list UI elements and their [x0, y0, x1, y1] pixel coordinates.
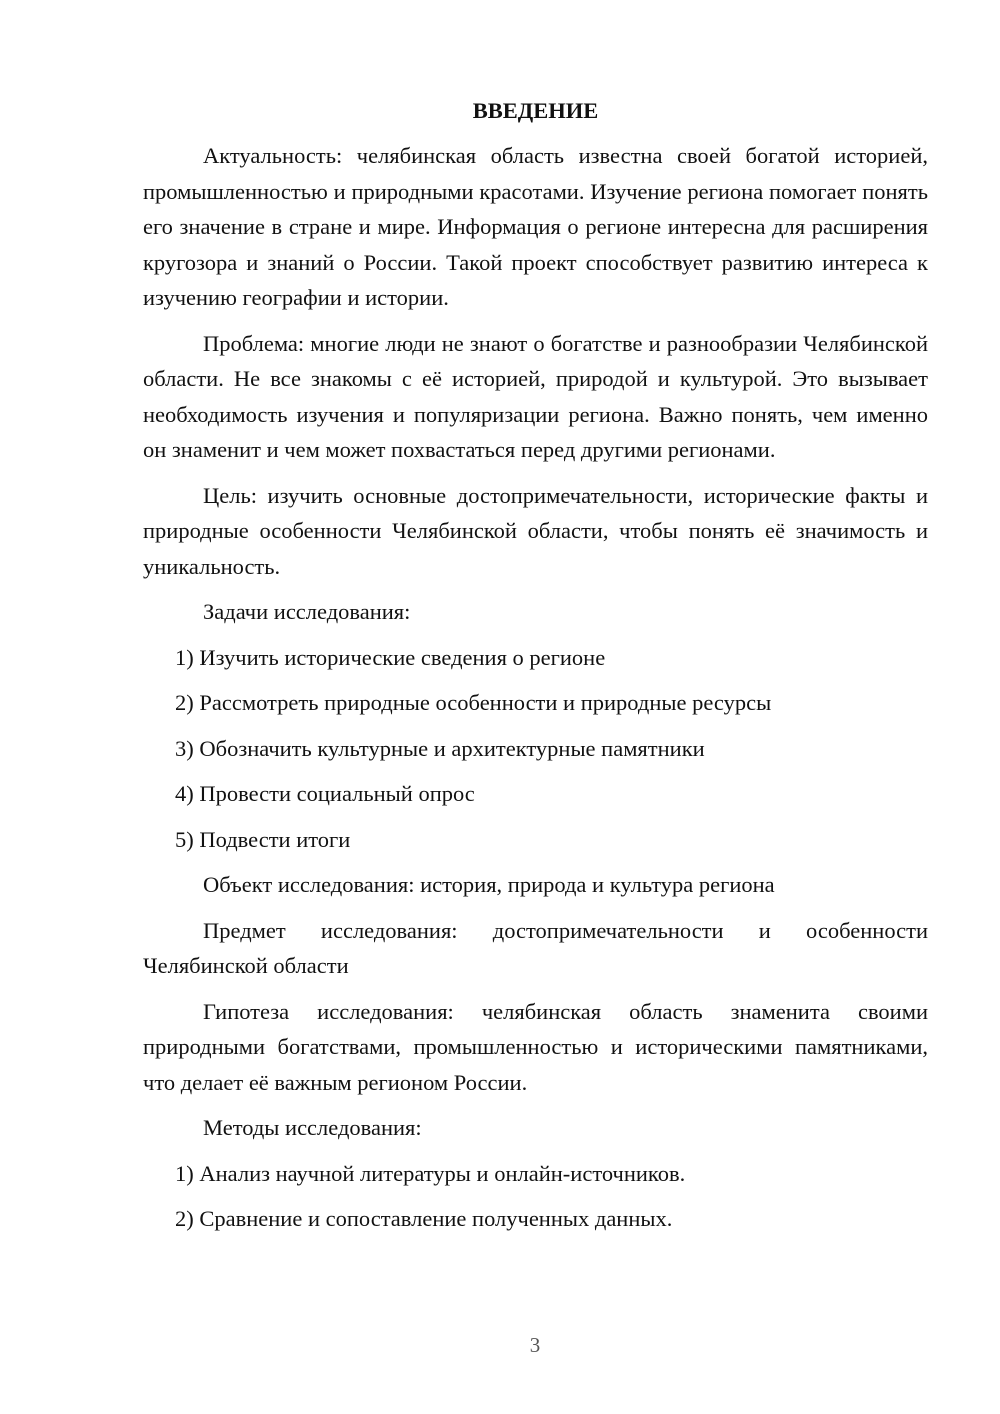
page-title: ВВЕДЕНИЕ	[472, 98, 599, 123]
task-item: 4) Провести социальный опрос	[175, 781, 475, 806]
page-number: 3	[529, 1333, 541, 1357]
methods-label: Методы исследования:	[203, 1115, 422, 1140]
goal-paragraph: Цель: изучить основные достопримечательности, исторические факты и природные особенности Челябинской области, чтобы понять её значимость и уникальность.	[143, 482, 928, 579]
method-item: 2) Сравнение и сопоставление полученных данных.	[175, 1206, 673, 1231]
relevance-paragraph: Актуальность: челябинская область известна своей богатой историей, промышленностью и природными красотами. Изучение региона помогает понять его значение в стране и мире. Информация о регионе интересна для расширения кругозора и знаний о России. Такой проект способствует развитию интереса к изучению географии и истории.	[143, 143, 928, 310]
page-content	[143, 96, 928, 1247]
task-item: 3) Обозначить культурные и архитектурные памятники	[175, 735, 705, 761]
task-item: 5) Подвести итоги	[175, 826, 351, 852]
tasks-label: Задачи исследования:	[203, 599, 411, 624]
hypothesis-paragraph: Гипотеза исследования: челябинская область знаменита своими природными богатствами, промышленностью и историческими памятниками, что делает её важным регионом России.	[143, 998, 928, 1095]
subject-paragraph: Предмет исследования: достопримечательности и особенности Челябинской области	[143, 917, 928, 978]
task-item: 1) Изучить исторические сведения о регионе	[175, 644, 606, 670]
task-item: 2) Рассмотреть природные особенности и природные ресурсы	[175, 690, 772, 715]
method-item: 1) Анализ научной литературы и онлайн-источников.	[175, 1160, 686, 1186]
problem-paragraph: Проблема: многие люди не знают о богатстве и разнообразии Челябинской области. Не все знакомы с её историей, природой и культурой. Это вызывает необходимость изучения и популяризации региона. Важно понять, чем именно он знаменит и чем может похвастаться перед другими регионами.	[143, 330, 928, 462]
object-line: Объект исследования: история, природа и культура региона	[203, 872, 775, 897]
